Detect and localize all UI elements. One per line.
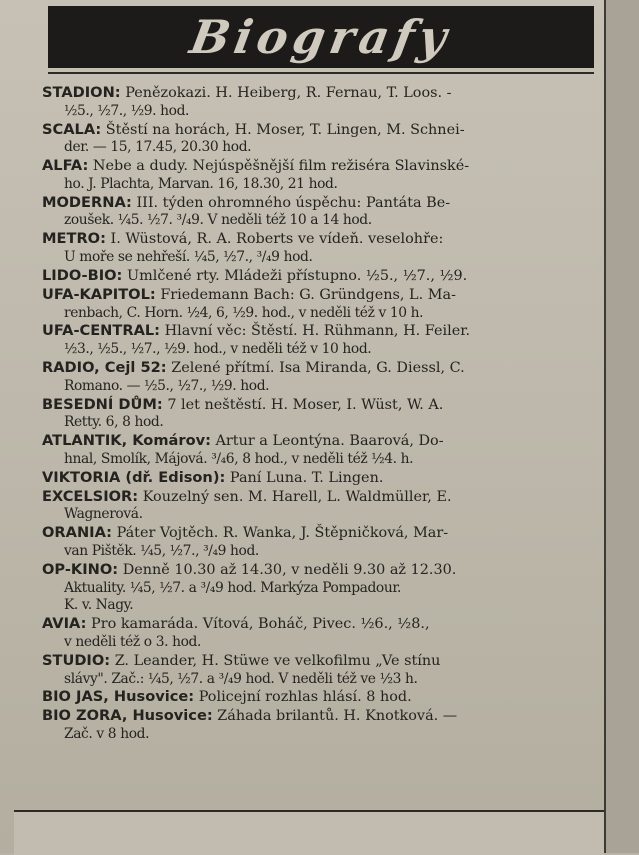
entry-first-line [42, 652, 604, 671]
entry-text: Friedemann Bach: G. Gründgens, L. Ma- [160, 286, 456, 303]
entry-continuation-line [42, 634, 604, 652]
entry-text: Umlčené rty. Mládeži přístupno. ½5., ½7., ½9. [126, 267, 468, 284]
entry-text: ½5., ½7., ½9. hod. [64, 102, 190, 119]
cinema-name: LIDO-BIO: [42, 266, 123, 284]
entry-text: I. Wüstová, R. A. Roberts ve vídeň. veselohře: [110, 231, 444, 248]
entry-first-line [42, 84, 604, 103]
entry-first-line [42, 286, 604, 305]
cinema-entry [42, 707, 604, 743]
entry-text: Denně 10.30 až 14.30, v neděli 9.30 až 12.30. [122, 561, 457, 578]
entry-text: Zač. v 8 hod. [64, 725, 150, 742]
cinema-entry [42, 230, 604, 266]
cinema-name: OP-KINO: [42, 560, 119, 578]
entry-continuation-line [42, 671, 604, 689]
entry-first-line [42, 157, 604, 176]
entry-continuation-line [42, 506, 604, 524]
entry-text: hnal, Smolík, Májová. ³/₄6, 8 hod., v neděli též ½4. h. [64, 450, 414, 467]
entry-text: renbach, C. Horn. ½4, 6, ½9. hod., v neděli též v 10 h. [64, 304, 424, 321]
cinema-name: ATLANTIK, Komárov: [42, 432, 211, 450]
entry-first-line [42, 488, 604, 507]
entry-continuation-line [42, 726, 604, 744]
entry-first-line [42, 322, 604, 341]
cinema-name: BIO ZORA, Husovice: [42, 707, 213, 725]
cinema-entry [42, 194, 604, 230]
section-title: Biografy [186, 10, 456, 64]
cinema-entry [42, 322, 604, 358]
entry-text: ½3., ½5., ½7., ½9. hod., v neděli též v 10 hod. [64, 341, 372, 358]
cinema-entry [42, 652, 604, 688]
cinema-entry [42, 561, 604, 615]
entry-text: U moře se nehřeší. ¼5, ½7., ³/₄9 hod. [64, 249, 313, 266]
section-banner [48, 6, 594, 68]
entry-text: Paní Luna. T. Lingen. [229, 469, 384, 486]
entry-first-line [42, 432, 604, 451]
cinema-entry [42, 157, 604, 193]
cinema-listings [42, 84, 604, 744]
entry-first-line [42, 615, 604, 634]
cinema-name: ORANIA: [42, 524, 112, 542]
entry-continuation-line [42, 378, 604, 396]
entry-continuation-line [42, 451, 604, 469]
cinema-entry [42, 432, 604, 468]
entry-text: Penězokazi. H. Heiberg, R. Fernau, T. Loos. - [125, 85, 452, 101]
cinema-entry [42, 688, 604, 707]
entry-continuation-line [42, 341, 604, 359]
bottom-divider [14, 810, 604, 855]
cinema-name: SCALA: [42, 120, 102, 138]
entry-first-line [42, 359, 604, 378]
entry-first-line [42, 230, 604, 249]
cinema-entry [42, 121, 604, 157]
entry-text: zoušek. ¼5. ½7. ³/₄9. V neděli též 10 a 14 hod. [64, 212, 372, 229]
header-divider [48, 72, 594, 74]
entry-text: v neděli též o 3. hod. [64, 633, 201, 650]
entry-text: Retty. 6, 8 hod. [64, 414, 164, 431]
entry-text: Štěstí na horách, H. Moser, T. Lingen, M. Schnei- [105, 121, 465, 138]
entry-text: Páter Vojtěch. R. Wanka, J. Štěpničková, Mar- [116, 525, 449, 542]
entry-continuation-line [42, 176, 604, 194]
entry-text: der. — 15, 17.45, 20.30 hod. [64, 139, 252, 156]
entry-text: van Pištěk. ¼5, ½7., ³/₄9 hod. [64, 543, 259, 560]
cinema-entry [42, 488, 604, 524]
entry-first-line [42, 267, 604, 286]
entry-first-line [42, 396, 604, 415]
entry-first-line [42, 561, 604, 580]
adjacent-column-fragment [606, 0, 639, 853]
entry-text: Hlavní věc: Štěstí. H. Rühmann, H. Feiler. [164, 323, 471, 340]
entry-text: slávy". Zač.: ¼5, ½7. a ³/₄9 hod. V neděli též ve ½3 h. [64, 670, 418, 687]
cinema-name: STUDIO: [42, 651, 111, 669]
entry-first-line [42, 121, 604, 140]
entry-text: K. v. Nagy. [64, 597, 134, 614]
entry-text: Aktuality. ¼5, ½7. a ³/₄9 hod. Markýza Pompadour. [64, 579, 402, 596]
cinema-name: BESEDNÍ DŮM: [42, 395, 163, 413]
cinema-entry [42, 359, 604, 395]
entry-continuation-line [42, 139, 604, 157]
entry-continuation-line [42, 580, 604, 598]
entry-continuation-line [42, 249, 604, 267]
cinema-entry [42, 524, 604, 560]
cinema-name: STADION: [42, 84, 121, 101]
entry-text: 7 let neštěstí. H. Moser, I. Wüst, W. A. [167, 396, 444, 413]
entry-text: Kouzelný sen. M. Harell, L. Waldmüller, E. [142, 488, 452, 505]
cinema-name: METRO: [42, 230, 106, 248]
cinema-entry [42, 84, 604, 120]
entry-first-line [42, 469, 604, 488]
entry-continuation-line [42, 543, 604, 561]
entry-continuation-line [42, 103, 604, 121]
cinema-name: ALFA: [42, 157, 89, 175]
entry-first-line [42, 524, 604, 543]
entry-text: ho. J. Plachta, Marvan. 16, 18.30, 21 hod. [64, 175, 338, 192]
cinema-entry [42, 286, 604, 322]
entry-first-line [42, 707, 604, 726]
cinema-entry [42, 396, 604, 432]
entry-first-line [42, 194, 604, 213]
cinema-name: VIKTORIA (dř. Edison): [42, 468, 226, 486]
cinema-name: AVIA: [42, 615, 87, 633]
entry-continuation-line [42, 414, 604, 432]
entry-text: Nebe a dudy. Nejúspěšnější film režiséra Slavinské- [92, 158, 470, 175]
entry-continuation-line [42, 212, 604, 230]
entry-text: Artur a Leontýna. Baarová, Do- [215, 433, 444, 450]
entry-text: Wagnerová. [64, 506, 143, 523]
entry-text: Policejní rozhlas hlásí. 8 hod. [198, 689, 412, 706]
cinema-name: UFA-KAPITOL: [42, 285, 156, 303]
entry-continuation-line [42, 305, 604, 323]
cinema-name: RADIO, Cejl 52: [42, 359, 167, 377]
entry-text: III. týden ohromného úspěchu: Pantáta Be- [136, 194, 451, 211]
cinema-entry [42, 469, 604, 488]
entry-text: Zelené přítmí. Isa Miranda, G. Diessl, C. [171, 360, 465, 377]
entry-first-line [42, 688, 604, 707]
cinema-name: BIO JAS, Husovice: [42, 688, 195, 706]
entry-continuation-line [42, 597, 604, 615]
cinema-name: MODERNA: [42, 193, 132, 211]
entry-text: Záhada brilantů. H. Knotková. — [217, 708, 458, 725]
cinema-name: EXCELSIOR: [42, 487, 139, 505]
entry-text: Pro kamaráda. Vítová, Boháč, Pivec. ½6., ½8., [91, 616, 430, 633]
cinema-entry [42, 267, 604, 286]
entry-text: Romano. — ½5., ½7., ½9. hod. [64, 377, 270, 394]
cinema-entry [42, 615, 604, 651]
entry-text: Z. Leander, H. Stüwe ve velkofilmu „Ve stínu [114, 652, 441, 669]
cinema-name: UFA-CENTRAL: [42, 322, 161, 340]
